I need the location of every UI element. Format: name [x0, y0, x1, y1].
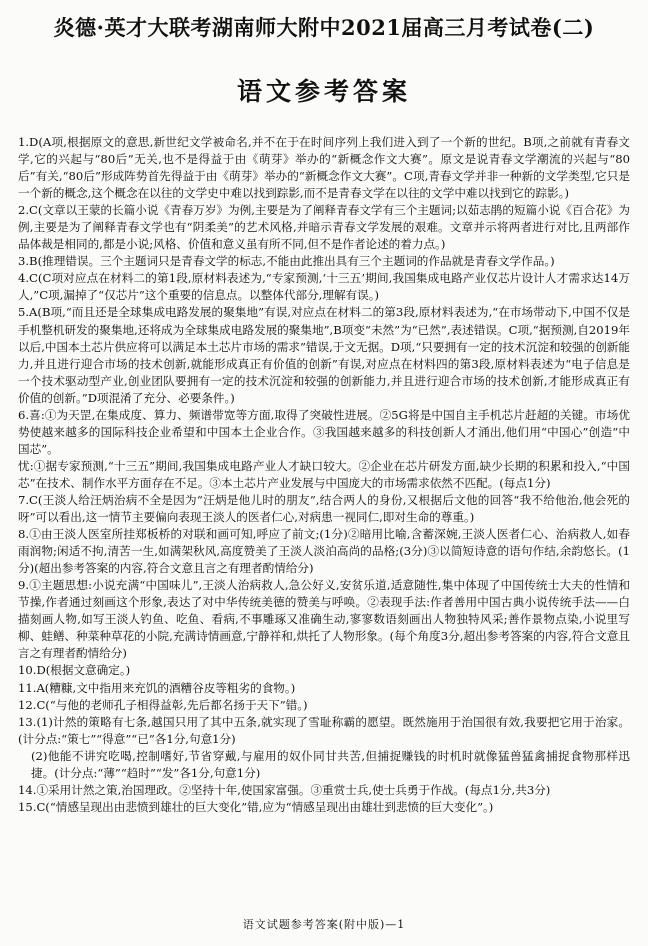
answer-item: 忧:①据专家预测,“十三五”期间,我国集成电路产业人才缺口较大。②企业在芯片研发方面,缺少长期的积累和投入,“中国芯”在技术、制作水平方面存在不足。③本土芯片产业发展与中国庞大的市场需求依然不匹配。(每点1分) — [18, 458, 630, 490]
answer-item: 13.(1)计然的策略有七条,越国只用了其中五条,就实现了雪耻称霸的愿望。既然施用于治国很有效,我要把它用于治家。(计分点:“策七”“得意”“已”各1分,句意1分) — [18, 714, 630, 746]
exam-header-title: 炎德·英才大联考湖南师大附中2021届高三月考试卷(二) — [53, 15, 595, 40]
answer-item: 9.①主题思想:小说充满“中国味儿”,王淡人治病救人,急公好义,安贫乐道,适意随性,集中体现了中国传统士大夫的性情和节操,作者通过刻画这个形象,表达了对中华传统美德的赞美与呼唤。②表现手法:作者善用中国古典小说传统手法——白描刻画人物,如写王淡人钓鱼、吃鱼、看病,不事雕琢又准确生动,寥寥数语刻画出人物独特风采;善作景物点染,小说里写柳、蛙鳝、种菜种草花的小院,充满诗情画意,宁静祥和,烘托了人物形象。(每个角度3分,超出参考答案的内容,符合文意且言之有理者酌情给分) — [18, 578, 630, 661]
answer-item: 8.①由王淡人医室所挂郑板桥的对联和画可知,呼应了前文;(1分)②暗用比喻,含蓄深婉,王淡人医者仁心、治病救人,如春雨润物;闲适不拘,清苦一生,如满架秋风,高度赞美了王淡人淡泊高尚的品格;(3分)③以简短诗意的语句作结,余韵悠长。(1分)(超出参考答案的内容,符合文意且言之有理者酌情给分) — [18, 527, 630, 576]
answer-key-title: 语文参考答案 — [236, 77, 411, 106]
answer-item: 12.C(“与他的老师孔子相得益彰,先后都名扬于天下”错。) — [18, 697, 308, 712]
answer-item: 11.A(糟糠,文中指用来充饥的酒糟谷皮等粗劣的食物。) — [18, 680, 296, 695]
answer-item: 2.C(文章以王蒙的长篇小说《青春万岁》为例,主要是为了阐释青春文学有三个主题词;以茹志鹃的短篇小说《百合花》为例,主要是为了阐释青春文学也有“阴柔美”的艺术风格,并暗示青春文学发展的艰难。文章并示将两者进行对比,且两部作品体裁是相同的,都是小说;风格、价值和意义虽有所不同,但不是作者论述的着力点。) — [18, 203, 630, 252]
answer-item: 15.C(“情感呈现出由悲愤到雄壮的巨大变化”错,应为“情感呈现出由雄壮到悲愤的巨大变化”。) — [18, 799, 494, 814]
answer-item: (2)他能不讲究吃喝,控制嗜好,节省穿戴,与雇用的奴仆同甘共苦,但捕捉赚钱的时机时就像猛兽猛禽捕捉食物那样迅捷。(计分点:“薄”“趋时”“发”各1分,句意1分) — [31, 748, 630, 780]
answer-list — [18, 134, 630, 816]
page-footer: 语文试题参考答案(附中版)—1 — [242, 918, 406, 931]
answer-item: 3.B(推理错误。三个主题词只是青春文学的标志,不能由此推出具有三个主题词的作品就是青春文学作品。) — [18, 254, 555, 269]
answer-item: 7.C(王淡人给汪炳治病不全是因为“汪炳是他儿时的朋友”,结合两人的身份,又根据后文他的回答“我不给他治,他会死的呀”可以看出,这一情节主要偏向表现王淡人的医者仁心,对病患一视同仁,即对生命的尊重。) — [18, 492, 630, 525]
answer-item: 6.喜:①为天罡,在集成度、算力、频谱带宽等方面,取得了突破性进展。②5G将是中国自主手机芯片赶超的关键。市场优势使越来越多的国际科技企业希望和中国本土企业合作。③我国越来越多的科技创新人才涌出,他们用“中国心”创造“中国芯”。 — [18, 407, 630, 456]
answer-item: 4.C(C项对应点在材料二的第1段,原材料表述为,“专家预测,‘十三五’期间,我国集成电路产业仅芯片设计人才需求达14万人,”C项,漏掉了“仅芯片”这个重要的信息点。以整体代部分,理解有误。) — [18, 271, 630, 303]
answer-item: 10.D(根据文意确定。) — [18, 663, 131, 678]
answer-item: 5.A(B项,“而且还是全球集成电路发展的聚集地”有误,对应点在材料二的第3段,原材料表述为,“在市场带动下,中国不仅是手机整机研发的聚集地,还将成为全球集成电路发展的聚集地”,B项变“未然”为“已然”,表述错误。C项,“据预测,自2019年以后,中国本土芯片供应将可以满足本土芯片市场的需求”错误,于文无据。D项,“只要拥有一定的技术沉淀和较强的创新能力,并且进行迎合市场的技术创新,就能形成真正有价值的创新”有误,对应点在材料四的第3段,原材料表述为“电子信息是一个技术驱动型产业,创业团队要拥有一定的技术沉淀和较强的创新能力,并且进行迎合市场的技术创新,才能形成真正有价值的创新。”D项混淆了充分、必要条件。) — [18, 305, 630, 405]
answer-item: 14.①采用计然之策,治国理政。②坚持十年,使国家富强。③重赏士兵,使士兵勇于作战。(每点1分,共3分) — [18, 782, 551, 797]
answer-item: 1.D(A项,根据原文的意思,新世纪文学被命名,并不在于在时间序列上我们进入到了一个新的世纪。B项,之前就有青春文学,它的兴起与“80后”无关,也不是得益于由《萌芽》举办的“新概念作文大赛”。原文是说青春文学潮流的兴起与“80后”有关,“80后”形成阵势首先得益于由《萌芽》举办的“新概念作文大赛”。C项,青春文学并非一种新的文学类型,它只是一个新的概念,这个概念在以往的文学史中难以找到踪影,而不是青春文学在以往的文学中难以找到它的踪影。) — [18, 135, 630, 201]
